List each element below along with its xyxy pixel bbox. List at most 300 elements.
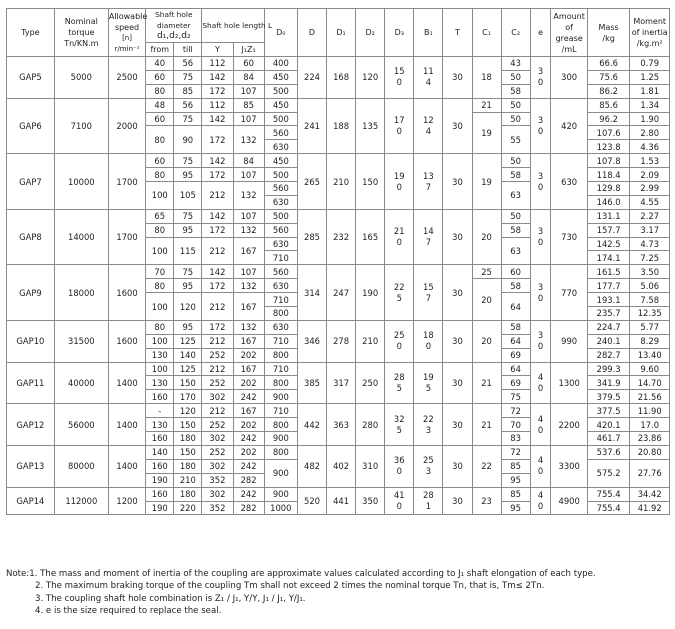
cell-shaft-y: 172 [202, 126, 233, 154]
cell-C1: 20 [472, 279, 501, 321]
cell-shaft-from: - [146, 404, 174, 418]
cell-mass: 123.8 [587, 140, 630, 154]
cell-shaft-j: 84 [233, 70, 264, 84]
cell-torque: 31500 [54, 320, 108, 362]
cell-shaft-j: 107 [233, 168, 264, 182]
cell-D0: 800 [264, 307, 297, 321]
cell-inertia: 14.70 [630, 376, 670, 390]
cell-shaft-j: 132 [233, 279, 264, 293]
coupling-spec-table [6, 8, 670, 515]
cell-shaft-from: 100 [146, 237, 174, 265]
cell-C2: 83 [501, 432, 530, 446]
cell-D3: 41 0 [385, 487, 414, 515]
cell-B1: 11 4 [414, 57, 443, 99]
cell-D1: 232 [327, 209, 356, 265]
cell-shaft-till: 115 [174, 237, 202, 265]
cell-shaft-y: 172 [202, 279, 233, 293]
cell-grease: 1300 [551, 362, 587, 404]
cell-shaft-from: 160 [146, 432, 174, 446]
header-B1: B₁ [414, 9, 443, 57]
cell-shaft-till: 56 [174, 98, 202, 112]
cell-type: GAP7 [7, 154, 55, 210]
cell-shaft-from: 130 [146, 348, 174, 362]
header-D1: D₁ [327, 9, 356, 57]
cell-D0: 710 [264, 293, 297, 307]
cell-D0: 800 [264, 418, 297, 432]
cell-D0: 900 [264, 487, 297, 501]
header-torque: Nominal torque Tn/KN.m [54, 9, 108, 57]
cell-shaft-from: 65 [146, 209, 174, 223]
table-row [7, 445, 670, 459]
cell-D1: 363 [327, 404, 356, 446]
cell-e: 3 0 [530, 320, 551, 362]
cell-shaft-from: 80 [146, 320, 174, 334]
cell-inertia: 4.55 [630, 195, 670, 209]
cell-D0: 500 [264, 209, 297, 223]
cell-e: 3 0 [530, 209, 551, 265]
cell-D2: 165 [356, 209, 385, 265]
cell-shaft-y: 252 [202, 376, 233, 390]
cell-T: 30 [443, 265, 472, 321]
cell-C2: 75 [501, 390, 530, 404]
cell-grease: 630 [551, 154, 587, 210]
cell-mass: 299.3 [587, 362, 630, 376]
cell-mass: 174.1 [587, 251, 630, 265]
cell-inertia: 1.25 [630, 70, 670, 84]
cell-C2: 50 [501, 112, 530, 126]
cell-D3: 17 0 [385, 98, 414, 154]
header-D2: D₂ [356, 9, 385, 57]
cell-D0: 630 [264, 320, 297, 334]
cell-torque: 40000 [54, 362, 108, 404]
cell-mass: 377.5 [587, 404, 630, 418]
header-e: e [530, 9, 551, 57]
cell-shaft-y: 302 [202, 390, 233, 404]
cell-shaft-till: 75 [174, 209, 202, 223]
cell-shaft-j: 202 [233, 418, 264, 432]
header-y: Y [202, 43, 233, 57]
cell-shaft-y: 302 [202, 487, 233, 501]
cell-shaft-j: 282 [233, 473, 264, 487]
cell-shaft-from: 80 [146, 84, 174, 98]
cell-inertia: 4.36 [630, 140, 670, 154]
cell-C1: 25 [472, 265, 501, 279]
header-C2: C₂ [501, 9, 530, 57]
cell-mass: 235.7 [587, 307, 630, 321]
cell-type: GAP5 [7, 57, 55, 99]
note-3: 3. The coupling shaft hole combination is Z₁ / J₁, Y/Y, J₁ / J₁, Y/J₁. [35, 593, 306, 604]
cell-shaft-j: 167 [233, 293, 264, 321]
header-j: J₁Z₁ [233, 43, 264, 57]
table-header [7, 9, 670, 57]
cell-D0: 710 [264, 334, 297, 348]
cell-shaft-j: 132 [233, 320, 264, 334]
note-1: Note:1. The mass and moment of inertia of the coupling are approximate values calculated according to J₁ shaft elongation of each type. [6, 569, 596, 579]
header-shaft-length: Shaft hole length L [202, 9, 264, 43]
cell-shaft-j: 242 [233, 487, 264, 501]
cell-inertia: 2.80 [630, 126, 670, 140]
cell-C2: 58 [501, 168, 530, 182]
cell-D2: 310 [356, 445, 385, 487]
cell-shaft-y: 112 [202, 98, 233, 112]
cell-type: GAP9 [7, 265, 55, 321]
cell-mass: 575.2 [587, 459, 630, 487]
cell-torque: 7100 [54, 98, 108, 154]
cell-shaft-j: 167 [233, 334, 264, 348]
cell-D: 241 [297, 98, 326, 154]
cell-C2: 50 [501, 154, 530, 168]
cell-shaft-from: 140 [146, 445, 174, 459]
cell-speed: 1600 [108, 265, 145, 321]
cell-shaft-till: 180 [174, 487, 202, 501]
cell-C2: 85 [501, 459, 530, 473]
cell-D: 442 [297, 404, 326, 446]
cell-inertia: 3.17 [630, 223, 670, 237]
cell-shaft-j: 167 [233, 362, 264, 376]
cell-C2: 69 [501, 348, 530, 362]
cell-shaft-from: 100 [146, 362, 174, 376]
cell-C1: 19 [472, 154, 501, 210]
cell-mass: 129.8 [587, 182, 630, 196]
cell-type: GAP14 [7, 487, 55, 515]
cell-D1: 168 [327, 57, 356, 99]
cell-D2: 350 [356, 487, 385, 515]
cell-shaft-y: 352 [202, 473, 233, 487]
cell-shaft-till: 125 [174, 334, 202, 348]
cell-shaft-j: 167 [233, 404, 264, 418]
cell-D0: 560 [264, 182, 297, 196]
cell-D0: 710 [264, 362, 297, 376]
cell-inertia: 27.76 [630, 459, 670, 487]
header-till: till [174, 43, 202, 57]
cell-torque: 18000 [54, 265, 108, 321]
cell-inertia: 0.79 [630, 57, 670, 71]
cell-inertia: 5.06 [630, 279, 670, 293]
cell-D3: 36 0 [385, 445, 414, 487]
cell-torque: 80000 [54, 445, 108, 487]
header-D: D [297, 9, 326, 57]
cell-D1: 188 [327, 98, 356, 154]
table-row [7, 209, 670, 223]
cell-mass: 66.6 [587, 57, 630, 71]
cell-T: 30 [443, 320, 472, 362]
header-T: T [443, 9, 472, 57]
cell-type: GAP10 [7, 320, 55, 362]
cell-C2: 64 [501, 362, 530, 376]
cell-C2: 85 [501, 487, 530, 501]
cell-speed: 1400 [108, 445, 145, 487]
cell-D3: 28 5 [385, 362, 414, 404]
cell-shaft-from: 80 [146, 168, 174, 182]
header-from: from [146, 43, 174, 57]
cell-e: 3 0 [530, 265, 551, 321]
cell-mass: 282.7 [587, 348, 630, 362]
cell-inertia: 1.90 [630, 112, 670, 126]
cell-shaft-till: 75 [174, 70, 202, 84]
cell-mass: 86.2 [587, 84, 630, 98]
cell-D0: 800 [264, 348, 297, 362]
cell-shaft-y: 212 [202, 237, 233, 265]
cell-shaft-till: 210 [174, 473, 202, 487]
cell-B1: 18 0 [414, 320, 443, 362]
cell-D0: 400 [264, 57, 297, 71]
cell-shaft-j: 242 [233, 390, 264, 404]
cell-inertia: 1.53 [630, 154, 670, 168]
cell-B1: 28 1 [414, 487, 443, 515]
cell-B1: 15 7 [414, 265, 443, 321]
cell-torque: 14000 [54, 209, 108, 265]
cell-shaft-j: 242 [233, 432, 264, 446]
cell-inertia: 34.42 [630, 487, 670, 501]
cell-shaft-y: 172 [202, 223, 233, 237]
cell-shaft-till: 140 [174, 348, 202, 362]
cell-C2: 64 [501, 334, 530, 348]
cell-mass: 107.6 [587, 126, 630, 140]
cell-T: 30 [443, 487, 472, 515]
cell-inertia: 12.35 [630, 307, 670, 321]
cell-grease: 420 [551, 98, 587, 154]
cell-mass: 146.0 [587, 195, 630, 209]
cell-shaft-from: 60 [146, 112, 174, 126]
cell-shaft-till: 125 [174, 362, 202, 376]
cell-type: GAP6 [7, 98, 55, 154]
cell-shaft-y: 352 [202, 501, 233, 515]
cell-torque: 10000 [54, 154, 108, 210]
cell-shaft-j: 60 [233, 57, 264, 71]
cell-shaft-j: 85 [233, 98, 264, 112]
cell-T: 30 [443, 362, 472, 404]
cell-shaft-j: 132 [233, 126, 264, 154]
cell-e: 4 0 [530, 362, 551, 404]
header-grease: Amount of grease /mL [551, 9, 587, 57]
cell-shaft-j: 84 [233, 154, 264, 168]
cell-shaft-y: 172 [202, 320, 233, 334]
cell-torque: 5000 [54, 57, 108, 99]
cell-D0: 630 [264, 195, 297, 209]
header-C1: C₁ [472, 9, 501, 57]
cell-shaft-y: 252 [202, 348, 233, 362]
cell-C2: 69 [501, 376, 530, 390]
cell-C2: 55 [501, 126, 530, 154]
cell-shaft-till: 75 [174, 265, 202, 279]
cell-shaft-j: 132 [233, 182, 264, 210]
cell-inertia: 11.90 [630, 404, 670, 418]
cell-e: 4 0 [530, 445, 551, 487]
cell-C2: 50 [501, 209, 530, 223]
header-mass: Mass /kg [587, 9, 630, 57]
cell-shaft-till: 95 [174, 320, 202, 334]
cell-speed: 1200 [108, 487, 145, 515]
cell-inertia: 5.77 [630, 320, 670, 334]
cell-grease: 2200 [551, 404, 587, 446]
cell-inertia: 21.56 [630, 390, 670, 404]
cell-C1: 19 [472, 112, 501, 154]
cell-D0: 630 [264, 140, 297, 154]
header-shaft-diameter: Shaft hole diameter d₁,d₂,d₂ [146, 9, 202, 43]
cell-torque: 112000 [54, 487, 108, 515]
cell-D2: 135 [356, 98, 385, 154]
cell-D3: 22 5 [385, 265, 414, 321]
cell-shaft-j: 202 [233, 376, 264, 390]
cell-B1: 13 7 [414, 154, 443, 210]
header-type: Type [7, 9, 55, 57]
cell-mass: 755.4 [587, 501, 630, 515]
cell-shaft-from: 190 [146, 473, 174, 487]
cell-B1: 12 4 [414, 98, 443, 154]
cell-shaft-y: 252 [202, 418, 233, 432]
cell-C2: 60 [501, 265, 530, 279]
cell-shaft-from: 160 [146, 459, 174, 473]
cell-C1: 21 [472, 404, 501, 446]
cell-B1: 22 3 [414, 404, 443, 446]
cell-D: 314 [297, 265, 326, 321]
cell-shaft-from: 48 [146, 98, 174, 112]
cell-speed: 1400 [108, 362, 145, 404]
cell-D0: 450 [264, 154, 297, 168]
cell-D1: 402 [327, 445, 356, 487]
cell-D0: 900 [264, 432, 297, 446]
cell-D0: 560 [264, 126, 297, 140]
cell-C2: 70 [501, 418, 530, 432]
cell-C2: 64 [501, 293, 530, 321]
cell-grease: 730 [551, 209, 587, 265]
cell-grease: 990 [551, 320, 587, 362]
cell-grease: 4900 [551, 487, 587, 515]
cell-inertia: 7.25 [630, 251, 670, 265]
cell-grease: 770 [551, 265, 587, 321]
cell-D2: 250 [356, 362, 385, 404]
cell-mass: 755.4 [587, 487, 630, 501]
cell-B1: 25 3 [414, 445, 443, 487]
cell-shaft-j: 107 [233, 265, 264, 279]
cell-type: GAP12 [7, 404, 55, 446]
cell-C2: 50 [501, 70, 530, 84]
cell-shaft-till: 56 [174, 57, 202, 71]
cell-mass: 161.5 [587, 265, 630, 279]
cell-inertia: 2.27 [630, 209, 670, 223]
cell-D3: 21 0 [385, 209, 414, 265]
cell-shaft-y: 112 [202, 57, 233, 71]
cell-shaft-till: 180 [174, 432, 202, 446]
cell-D: 346 [297, 320, 326, 362]
cell-D0: 900 [264, 390, 297, 404]
cell-D1: 247 [327, 265, 356, 321]
cell-shaft-till: 105 [174, 182, 202, 210]
cell-D0: 630 [264, 279, 297, 293]
cell-shaft-from: 80 [146, 223, 174, 237]
cell-C1: 20 [472, 320, 501, 362]
cell-inertia: 1.34 [630, 98, 670, 112]
cell-inertia: 13.40 [630, 348, 670, 362]
cell-speed: 2000 [108, 98, 145, 154]
header-D0: D₀ [264, 9, 297, 57]
cell-shaft-till: 170 [174, 390, 202, 404]
cell-D: 265 [297, 154, 326, 210]
table-row [7, 98, 670, 112]
cell-C1: 22 [472, 445, 501, 487]
cell-shaft-from: 40 [146, 57, 174, 71]
cell-shaft-from: 70 [146, 265, 174, 279]
cell-D0: 710 [264, 404, 297, 418]
cell-inertia: 2.99 [630, 182, 670, 196]
cell-grease: 300 [551, 57, 587, 99]
cell-mass: 537.6 [587, 445, 630, 459]
cell-D: 520 [297, 487, 326, 515]
cell-type: GAP8 [7, 209, 55, 265]
cell-D2: 120 [356, 57, 385, 99]
cell-D: 385 [297, 362, 326, 404]
cell-C2: 72 [501, 445, 530, 459]
table-body [7, 57, 670, 515]
cell-D0: 710 [264, 251, 297, 265]
cell-shaft-till: 120 [174, 404, 202, 418]
cell-D2: 280 [356, 404, 385, 446]
cell-mass: 96.2 [587, 112, 630, 126]
cell-C2: 95 [501, 501, 530, 515]
cell-shaft-y: 172 [202, 84, 233, 98]
cell-C1: 21 [472, 362, 501, 404]
cell-shaft-y: 172 [202, 168, 233, 182]
cell-speed: 1700 [108, 154, 145, 210]
cell-mass: 379.5 [587, 390, 630, 404]
cell-C2: 58 [501, 84, 530, 98]
cell-shaft-from: 160 [146, 487, 174, 501]
cell-D: 285 [297, 209, 326, 265]
cell-T: 30 [443, 57, 472, 99]
cell-D2: 190 [356, 265, 385, 321]
cell-shaft-j: 167 [233, 237, 264, 265]
cell-B1: 19 5 [414, 362, 443, 404]
cell-mass: 157.7 [587, 223, 630, 237]
cell-shaft-from: 160 [146, 390, 174, 404]
cell-D3: 19 0 [385, 154, 414, 210]
cell-speed: 2500 [108, 57, 145, 99]
coupling-spec-table-container [6, 8, 670, 515]
table-row [7, 57, 670, 71]
cell-shaft-till: 85 [174, 84, 202, 98]
cell-D0: 450 [264, 70, 297, 84]
cell-shaft-till: 90 [174, 126, 202, 154]
cell-shaft-till: 75 [174, 154, 202, 168]
cell-inertia: 3.50 [630, 265, 670, 279]
cell-inertia: 9.60 [630, 362, 670, 376]
cell-shaft-j: 202 [233, 445, 264, 459]
cell-e: 3 0 [530, 57, 551, 99]
header-D3: D₃ [385, 9, 414, 57]
table-row [7, 404, 670, 418]
cell-shaft-y: 302 [202, 459, 233, 473]
cell-shaft-y: 302 [202, 432, 233, 446]
cell-shaft-y: 142 [202, 112, 233, 126]
cell-shaft-from: 80 [146, 126, 174, 154]
cell-shaft-from: 60 [146, 154, 174, 168]
cell-mass: 177.7 [587, 279, 630, 293]
cell-shaft-j: 202 [233, 348, 264, 362]
cell-e: 4 0 [530, 487, 551, 515]
table-row [7, 154, 670, 168]
cell-D0: 900 [264, 459, 297, 487]
table-row [7, 265, 670, 279]
cell-mass: 461.7 [587, 432, 630, 446]
cell-C2: 63 [501, 182, 530, 210]
cell-mass: 193.1 [587, 293, 630, 307]
cell-shaft-till: 150 [174, 376, 202, 390]
cell-e: 3 0 [530, 154, 551, 210]
cell-inertia: 2.09 [630, 168, 670, 182]
header-inertia: Moment of inertia /kg.m² [630, 9, 670, 57]
cell-T: 30 [443, 404, 472, 446]
cell-C2: 58 [501, 223, 530, 237]
